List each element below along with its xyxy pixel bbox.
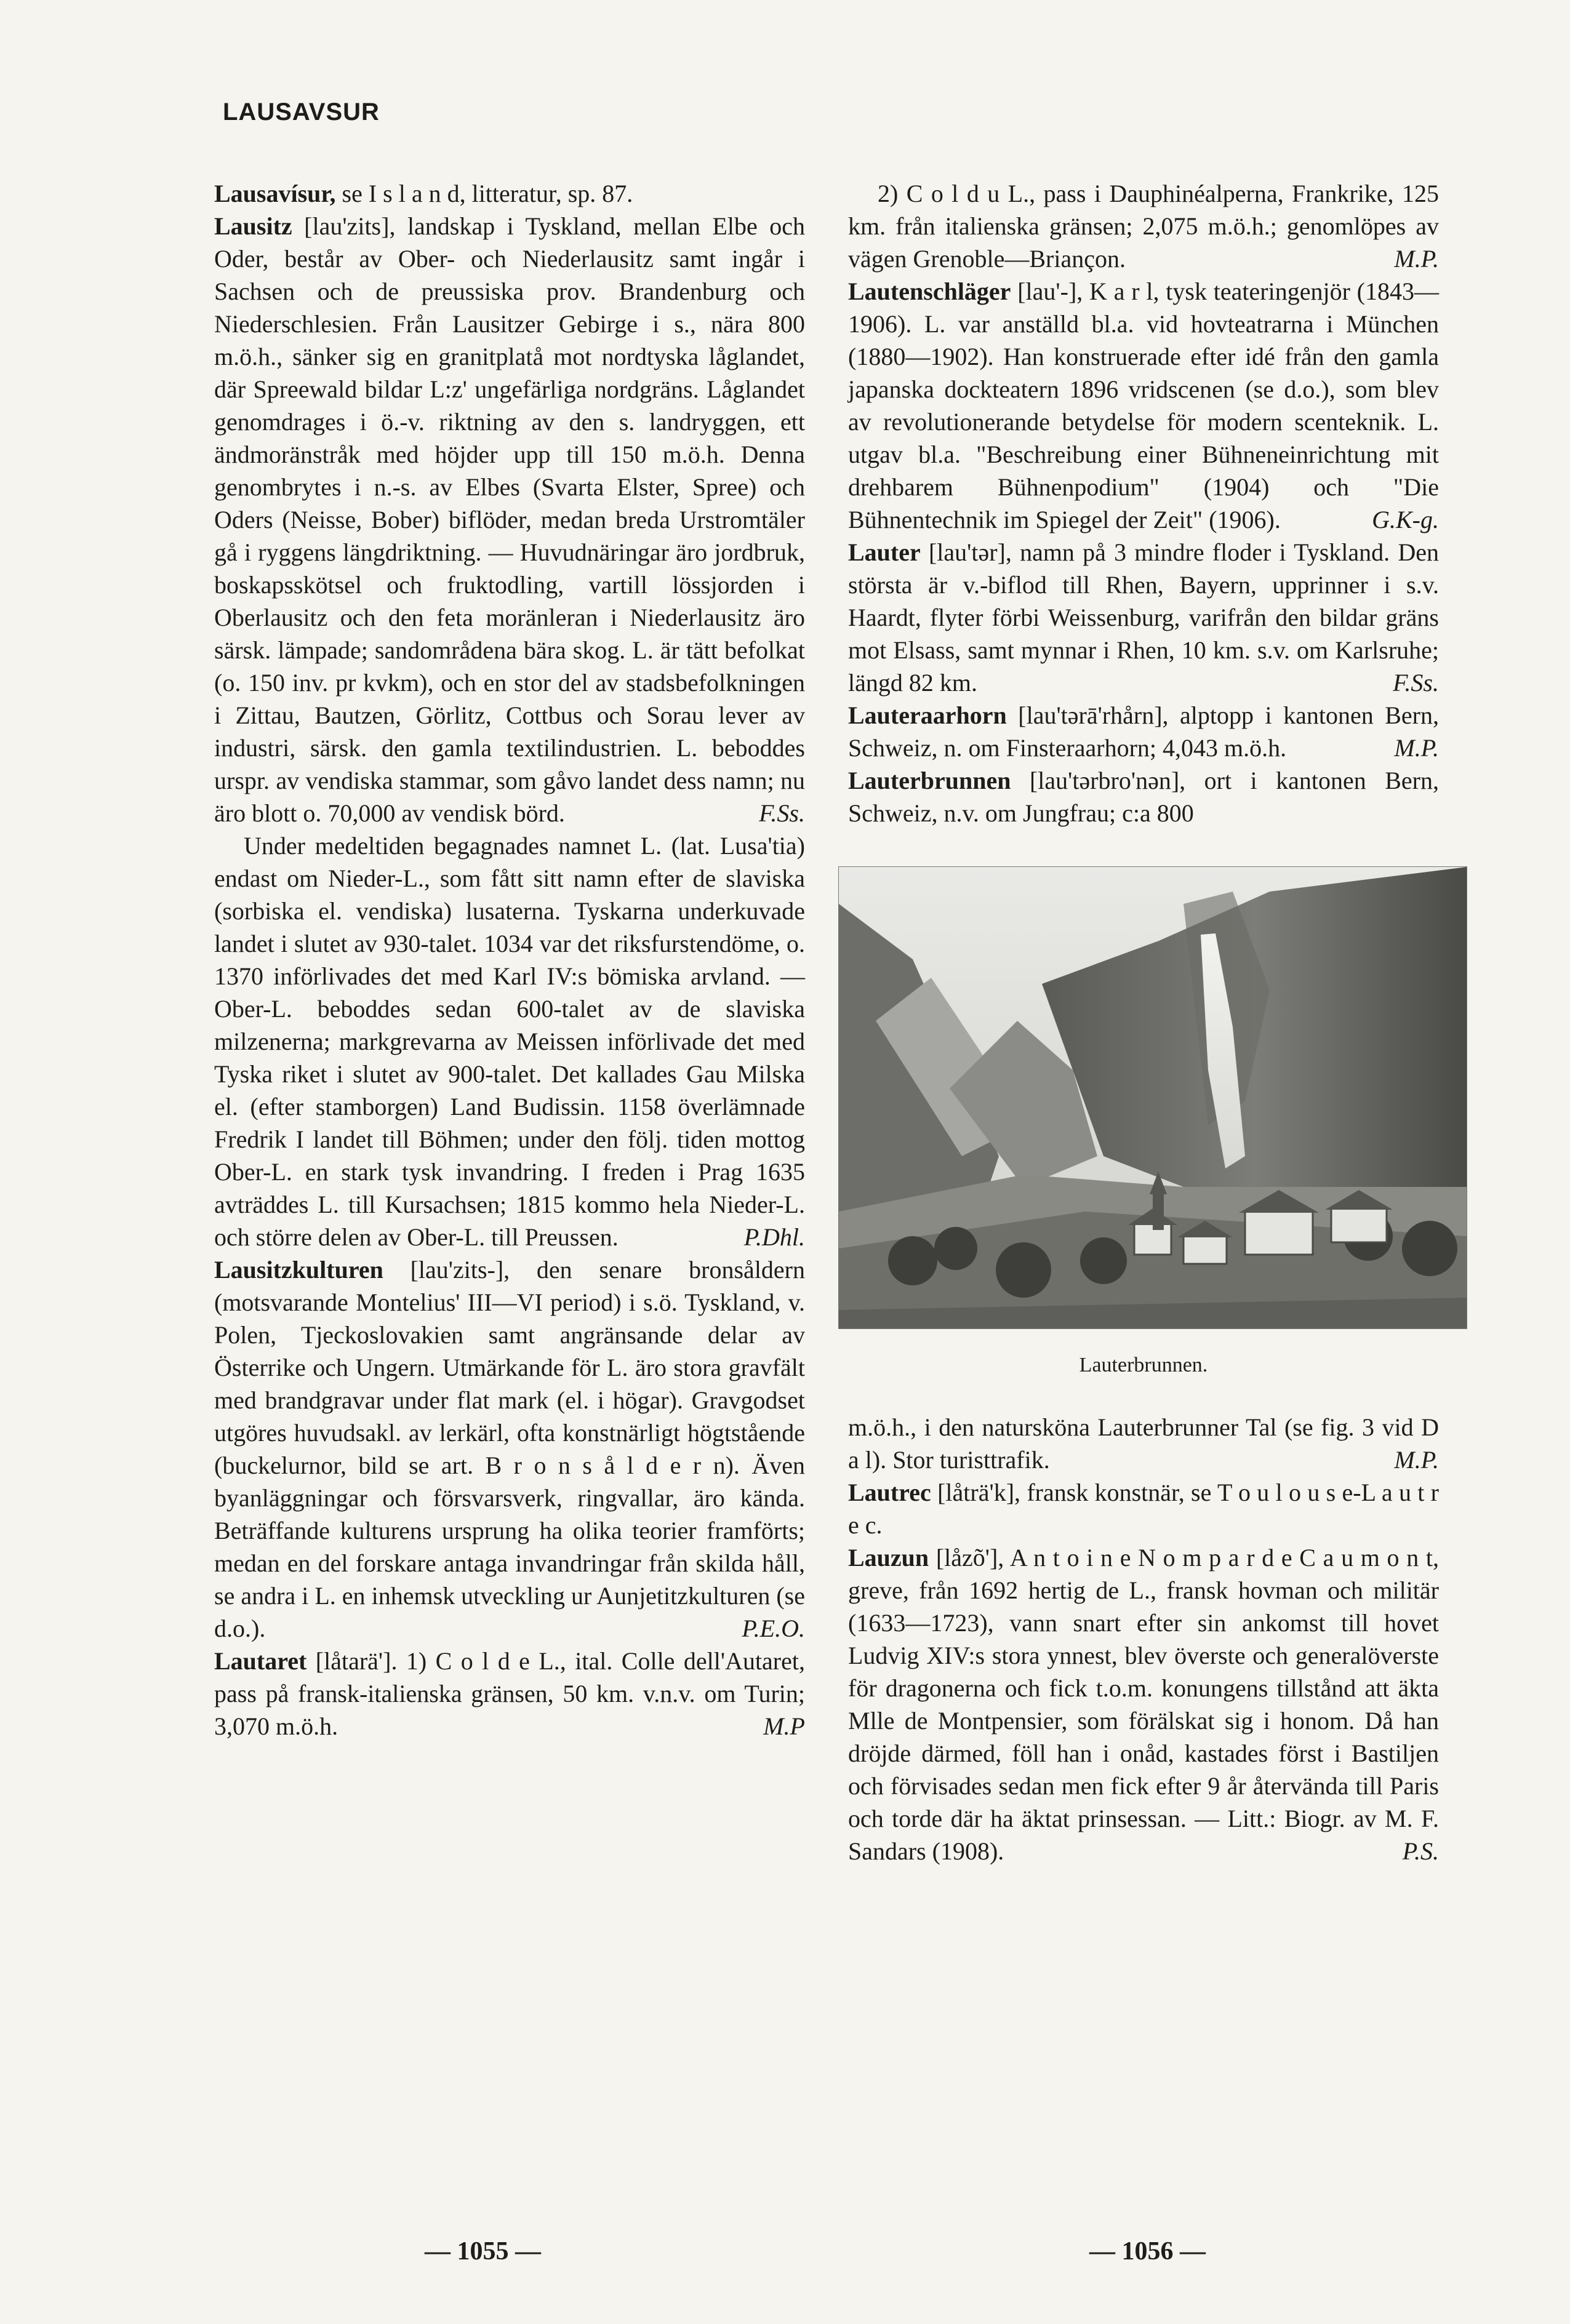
entry-text: se I s l a n d, litteratur, sp. 87. bbox=[335, 180, 633, 207]
entry-headword: Lauter bbox=[848, 538, 921, 566]
author-signature: G.K-g. bbox=[1372, 506, 1439, 533]
entry-headword: Lauterbrunnen bbox=[848, 767, 1011, 794]
entry-text: [låtarä']. 1) C o l d e L., ital. Colle dell'Autaret, pass på fransk-italienska gränsen, 50 km. v.n.v. om Turin; 3,070 m.ö.h. bbox=[214, 1647, 805, 1740]
dictionary-entry bbox=[848, 764, 1439, 829]
author-signature: F.Ss. bbox=[1393, 669, 1439, 697]
right-column-bottom bbox=[848, 1411, 1439, 1867]
entry-text: m.ö.h., i den natursköna Lauterbrunner Tal (se fig. 3 vid D a l). Stor turisttrafik. bbox=[848, 1413, 1439, 1474]
entry-text: [låzõ'], A n t o i n e N o m p a r d e C a u m o n t, greve, från 1692 hertig de L., fransk hovman och militär (1633—1723), vann snart efter sin ankomst till hovet Ludvig XIV:s stora ynnest, blev överste och generalöverste för dragonerna och fick t.o.m. konungens tillstånd att äkta Mlle de Montpensier, som förälskat sig i honom. Då han dröjde därmed, föll han i onåd, kastades först i Bastiljen och förvisades sedan men fick efter 9 år återvända till Paris och torde där ha äktat prinsessan. — Litt.: Biogr. av M. F. Sandars (1908). bbox=[848, 1544, 1439, 1865]
author-signature: P.Dhl. bbox=[743, 1223, 805, 1251]
author-signature: F.Ss. bbox=[759, 799, 805, 827]
figure-caption: Lauterbrunnen. bbox=[1079, 1354, 1208, 1376]
dictionary-entry bbox=[848, 275, 1439, 536]
entry-text: [lau'tərā'rhårn], alptopp i kantonen Bern, Schweiz, n. om Finsteraarhorn; 4,043 m.ö.h. bbox=[848, 701, 1439, 762]
dictionary-entry bbox=[848, 699, 1439, 764]
entry-headword: Lautrec bbox=[848, 1479, 931, 1506]
entry-text: 2) C o l d u L., pass i Dauphinéalperna, Frankrike, 125 km. från italienska gränsen; 2,075 m.ö.h.; genomlöpes av vägen Grenoble—Briançon. bbox=[848, 180, 1439, 273]
entry-text: [lau'tərbro'nən], ort i kantonen Bern, Schweiz, n.v. om Jungfrau; c:a 800 bbox=[848, 767, 1439, 827]
entry-headword: Lautenschläger bbox=[848, 278, 1011, 305]
dictionary-entry bbox=[848, 536, 1439, 699]
entry-headword: Lausitz bbox=[214, 212, 292, 240]
entry-text: [lau'-], K a r l, tysk teateringenjör (1843—1906). L. var anställd bl.a. vid hovteatrarna i München (1880—1902). Han konstruerade efter idé från den gamla japanska dockteatern 1896 vridscenen (se d.o.), som blev av revolutionerande betydelse för modern scenteknik. L. utgav bl.a. "Beschreibung einer Bühneneinrichtung mit drehbarem Bühnenpodium" (1904) och "Die Bühnentechnik im Spiegel der Zeit" (1906). bbox=[848, 278, 1439, 533]
entry-text: [lau'zits-], den senare bronsåldern (motsvarande Montelius' III—VI period) i s.ö. Tyskland, v. Polen, Tjeckoslovakien samt angränsande delar av Österrike och Ungern. Utmärkande för L. äro stora gravfält med brandgravar under flat mark (el. i högar). Gravgodset utgöres huvudsakl. av lerkärl, ofta konstnärligt högtstående (buckelurnor, bild se art. B r o n s å l d e r n). Även byanläggningar och försvarsverk, ringvallar, äro kända. Beträffande kulturens ursprung ha olika teorier framförts; medan en del forskare antaga invandringar från skilda håll, se andra i L. en inhemsk utveckling ur Aunjetitzkulturen (se d.o.). bbox=[214, 1256, 805, 1642]
left-column bbox=[214, 177, 805, 1743]
entry-headword: Lauzun bbox=[848, 1544, 929, 1571]
entry-text: [låträ'k], fransk konstnär, se T o u l o u s e-L a u t r e c. bbox=[848, 1479, 1439, 1539]
author-signature: P.S. bbox=[1402, 1837, 1439, 1865]
dictionary-entry bbox=[214, 177, 805, 210]
dictionary-entry bbox=[848, 1541, 1439, 1867]
entry-text: [lau'zits], landskap i Tyskland, mellan Elbe och Oder, består av Ober- och Niederlausitz samt ingår i Sachsen och de preussiska prov. Brandenburg och Niederschlesien. Från Lausitzer Gebirge i s., nära 800 m.ö.h., sänker sig en granitplatå mot nordtyska låglandet, där Spreewald bildar L:z' ungefärliga nordgräns. Låglandet genomdrages i ö.-v. riktning av den s. landryggen, ett ändmoränstråk med höjder upp till 150 m.ö.h. Denna genombrytes i n.-s. av Elbes (Svarta Elster, Spree) och Oders (Neisse, Bober) biflöder, medan breda Urstromtäler gå i ryggens längdriktning. — Huvudnäringar äro jordbruk, boskapsskötsel och fruktodling, vartill lössjorden i Oberlausitz och den feta moränleran i Niederlausitz äro särsk. lämpade; sandområdena bära skog. L. är tätt befolkat (o. 150 inv. pr kvkm), och en stor del av stadsbefolkningen i Zittau, Bautzen, Görlitz, Cottbus och Sorau lever av industri, särsk. den gamla textilindustrien. L. beboddes urspr. av vendiska stammar, som gåvo landet dess namn; nu äro blott o. 70,000 av vendisk börd. bbox=[214, 212, 805, 827]
page-number-left: — 1055 — bbox=[425, 2237, 541, 2266]
author-signature: M.P. bbox=[1394, 734, 1439, 762]
running-head: LAUSAVSUR bbox=[223, 98, 380, 126]
entry-headword: Lausavísur, bbox=[214, 180, 336, 207]
entry-headword: Lautaret bbox=[214, 1647, 307, 1675]
author-signature: P.E.O. bbox=[742, 1615, 805, 1642]
lauterbrunnen-photo bbox=[838, 866, 1467, 1329]
entry-headword: Lauteraarhorn bbox=[848, 701, 1007, 729]
dictionary-entry bbox=[848, 1411, 1439, 1476]
entry-text: Under medeltiden begagnades namnet L. (lat. Lusa'tia) endast om Nieder-L., som fått sitt namn efter de slaviska (sorbiska el. vendiska) lusaterna. Tyskarna underkuvade landet i slutet av 930-talet. 1034 var det riksfurstendöme, o. 1370 införlivades det med Karl IV:s bömiska arvland. — Ober-L. beboddes sedan 600-talet av de slaviska milzenerna; markgrevarna av Meissen införlivade det med Tyska riket i slutet av 900-talet. Det kallades Gau Milska el. (efter stamborgen) Land Budissin. 1158 överlämnade Fredrik I landet till Böhmen; under den följ. tiden mottog Ober-L. en stark tysk invandring. I freden i Prag 1635 avträddes L. till Kursachsen; 1815 kommo hela Nieder-L. och större delen av Ober-L. till Preussen. bbox=[214, 832, 805, 1251]
dictionary-entry bbox=[214, 210, 805, 829]
entry-headword: Lausitzkulturen bbox=[214, 1256, 383, 1284]
right-column bbox=[848, 177, 1439, 1867]
author-signature: M.P. bbox=[1394, 1446, 1439, 1474]
dictionary-entry bbox=[214, 829, 805, 1253]
author-signature: M.P bbox=[763, 1712, 805, 1740]
entry-text: [lau'tər], namn på 3 mindre floder i Tyskland. Den största är v.-biflod till Rhen, Bayern, upprinner i s.v. Haardt, flyter förbi Weissenburg, varifrån den bildar gräns mot Elsass, samt mynnar i Rhen, 10 km. s.v. om Karlsruhe; längd 82 km. bbox=[848, 538, 1439, 697]
dictionary-entry bbox=[214, 1645, 805, 1743]
author-signature: M.P. bbox=[1394, 245, 1439, 273]
dictionary-entry bbox=[848, 1476, 1439, 1541]
right-column-top bbox=[848, 177, 1439, 829]
page-number-right: — 1056 — bbox=[1089, 2237, 1206, 2266]
dictionary-entry bbox=[848, 177, 1439, 275]
dictionary-entry bbox=[214, 1253, 805, 1645]
